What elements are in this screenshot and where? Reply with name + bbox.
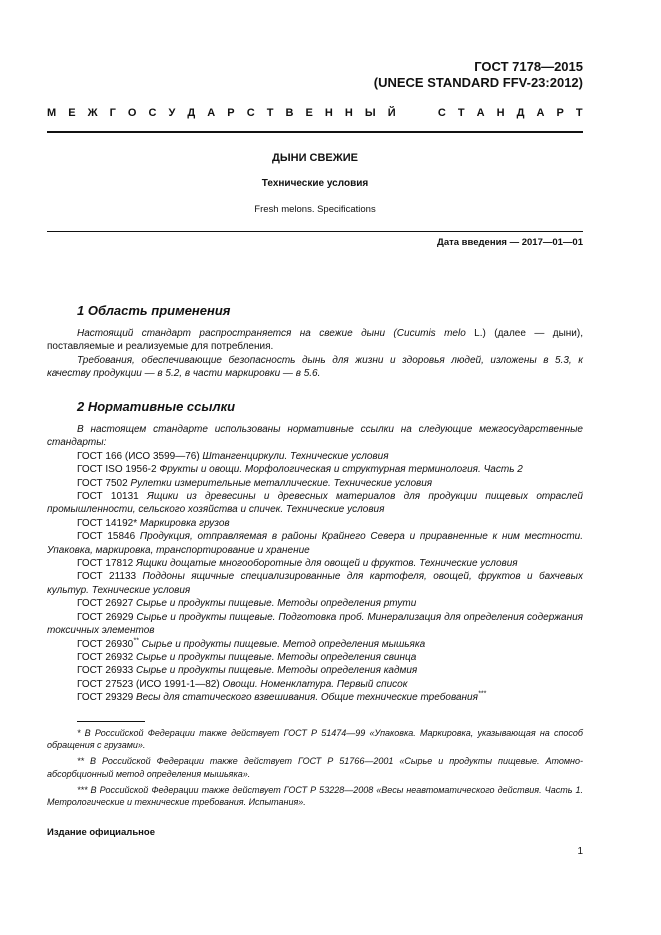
footnote-item: *** В Российской Федерации также действует ГОСТ Р 53228—2008 «Весы неавтоматического действия. Часть 1. Метрологические и технические требования. Испытания».	[47, 784, 583, 808]
reference-title: Ящики из древесины и древесных материалов для продукции пищевых отраслей промышленности, сельского хозяйства и спичек. Технические условия	[47, 491, 583, 516]
section-2-heading: 2 Нормативные ссылки	[77, 399, 236, 414]
reference-code: ГОСТ 17812	[77, 558, 134, 570]
footnote-rule	[77, 721, 145, 722]
title-letter: Р	[556, 107, 564, 119]
title-letter: Ы	[364, 107, 376, 119]
interstate-standard-label	[47, 107, 583, 119]
references-intro: В настоящем стандарте использованы нормативные ссылки на следующие межгосударственные стандарты:	[47, 424, 583, 449]
title-rule	[47, 231, 583, 232]
reference-item	[47, 490, 583, 517]
footnote-marker: ***	[477, 690, 487, 698]
title-letter: У	[168, 107, 176, 119]
reference-title: Весы для статического взвешивания. Общие технические требования	[133, 692, 478, 704]
scope-text-a: Настоящий стандарт распространяется на свежие дыни (	[77, 328, 397, 339]
introduction-date: Дата введения — 2017—01—01	[437, 237, 583, 248]
reference-title: Ящики дощатые многооборотные для овощей и фруктов. Технические условия	[133, 558, 518, 570]
reference-title: Продукция, отправляемая в районы Крайнего Севера и приравненные к ним местности. Упаковка, маркировка, транспортирование и хранение	[47, 531, 583, 556]
title-letter: Д	[187, 107, 196, 119]
reference-code: ГОСТ 14192*	[77, 517, 138, 529]
title-letter: Н	[324, 107, 333, 119]
reference-item	[47, 463, 583, 476]
reference-item	[47, 664, 583, 677]
page-number: 1	[577, 846, 583, 857]
reference-code: ГОСТ 26927	[77, 598, 134, 610]
standard-number-block	[374, 59, 583, 91]
references-list	[47, 450, 583, 705]
reference-code: ГОСТ 166 (ИСО 3599—76)	[77, 450, 200, 462]
document-title: ДЫНИ СВЕЖИЕ	[272, 152, 358, 164]
footnote-marker: **	[133, 637, 139, 645]
reference-item	[47, 477, 583, 490]
scope-paragraph	[47, 327, 583, 354]
reference-code: ГОСТ 29329	[77, 692, 134, 704]
reference-title: Сырье и продукты пищевые. Методы определения кадмия	[133, 665, 418, 677]
title-letter: С	[437, 107, 446, 119]
reference-code: ГОСТ 26929	[77, 611, 134, 623]
title-letter: А	[536, 107, 545, 119]
title-letter: В	[285, 107, 294, 119]
reference-code: ГОСТ 27523 (ИСО 1991-1—82)	[77, 678, 220, 690]
document-subtitle: Технические условия	[261, 178, 369, 189]
reference-item	[47, 678, 583, 691]
reference-item	[47, 638, 583, 651]
title-letter	[408, 107, 411, 119]
title-letter: Н	[496, 107, 505, 119]
footnotes	[47, 727, 583, 812]
title-letter: А	[207, 107, 216, 119]
title-letter: Й	[387, 107, 396, 119]
title-letter: Д	[516, 107, 525, 119]
title-letter: Р	[227, 107, 235, 119]
reference-title: Маркировка грузов	[137, 517, 230, 529]
reference-title: Сырье и продукты пищевые. Метод определения мышьяка	[138, 638, 426, 650]
reference-item	[47, 597, 583, 610]
standard-number: ГОСТ 7178—2015	[474, 59, 583, 74]
reference-code: ГОСТ 26933	[77, 665, 134, 677]
title-letter: Т	[266, 107, 274, 119]
footnote-item: * В Российской Федерации также действует ГОСТ Р 51474—99 «Упаковка. Маркировка, указывающая на способ обращения с грузами».	[47, 728, 583, 751]
reference-code: ГОСТ 10131	[77, 491, 139, 503]
title-letter: Г	[109, 107, 116, 119]
reference-code: ГОСТ ISO 1956-2	[77, 464, 157, 476]
reference-title: Сырье и продукты пищевые. Методы определения свинца	[133, 651, 417, 663]
reference-item	[47, 651, 583, 664]
title-letter: Т	[457, 107, 465, 119]
reference-item	[47, 530, 583, 557]
title-letter: М	[47, 107, 57, 119]
section-2-body	[47, 423, 583, 705]
reference-title: Сырье и продукты пищевые. Методы определения ртути	[133, 598, 417, 610]
footnote-item: ** В Российской Федерации также действует ГОСТ Р 51766—2001 «Сырье и продукты пищевые. Атомно-абсорбционный метод определения мышьяка».	[47, 756, 583, 779]
scope-text-b: L.) (далее — дыни), поставляемые и реализуемые для потребления.	[47, 328, 583, 353]
reference-title: Рулетки измерительные металлические. Технические условия	[127, 477, 433, 489]
reference-item	[47, 557, 583, 570]
title-letter: С	[246, 107, 255, 119]
header-rule	[47, 131, 583, 133]
title-letter: О	[127, 107, 137, 119]
official-edition-label: Издание официальное	[47, 827, 155, 838]
reference-code: ГОСТ 15846	[77, 531, 136, 543]
title-letter: А	[476, 107, 485, 119]
reference-item	[47, 450, 583, 463]
reference-title: Штангенциркули. Технические условия	[199, 450, 389, 462]
title-letter: Т	[575, 107, 583, 119]
reference-code: ГОСТ 21133	[77, 571, 137, 583]
section-1-heading: 1 Область применения	[77, 303, 231, 318]
reference-code: ГОСТ 26930	[77, 638, 134, 650]
title-letter: Е	[305, 107, 313, 119]
reference-title: Сырье и продукты пищевые. Подготовка проб. Минерализация для определения содержания токсичных элементов	[47, 611, 584, 637]
section-1-body	[47, 327, 583, 381]
reference-title: Фрукты и овощи. Морфологическая и структурная терминология. Часть 2	[156, 464, 523, 476]
document-english-title: Fresh melons. Specifications	[254, 204, 376, 215]
title-letter	[423, 107, 426, 119]
reference-item	[47, 517, 583, 530]
title-letter: С	[148, 107, 157, 119]
safety-paragraph: Требования, обеспечивающие безопасность дынь для жизни и здоровья людей, изложены в 5.3, к качеству продукции — в 5.2, в части маркировки — в 5.6.	[47, 354, 583, 380]
reference-code: ГОСТ 26932	[77, 651, 134, 663]
reference-item	[47, 691, 583, 704]
unece-standard: (UNECE STANDARD FFV-23:2012)	[373, 75, 583, 90]
reference-title: Овощи. Номенклатура. Первый список	[219, 678, 408, 690]
title-letter: Н	[344, 107, 353, 119]
scope-latin-name: Cucumis melo	[396, 328, 466, 339]
reference-code: ГОСТ 7502	[77, 477, 128, 489]
title-letter: Е	[68, 107, 76, 119]
reference-item	[47, 570, 583, 597]
reference-item	[47, 611, 583, 638]
title-letter: Ж	[87, 107, 98, 119]
reference-title: Поддоны ящичные специализированные для картофеля, овощей, фруктов и бахчевых культур. Технические условия	[47, 571, 583, 596]
